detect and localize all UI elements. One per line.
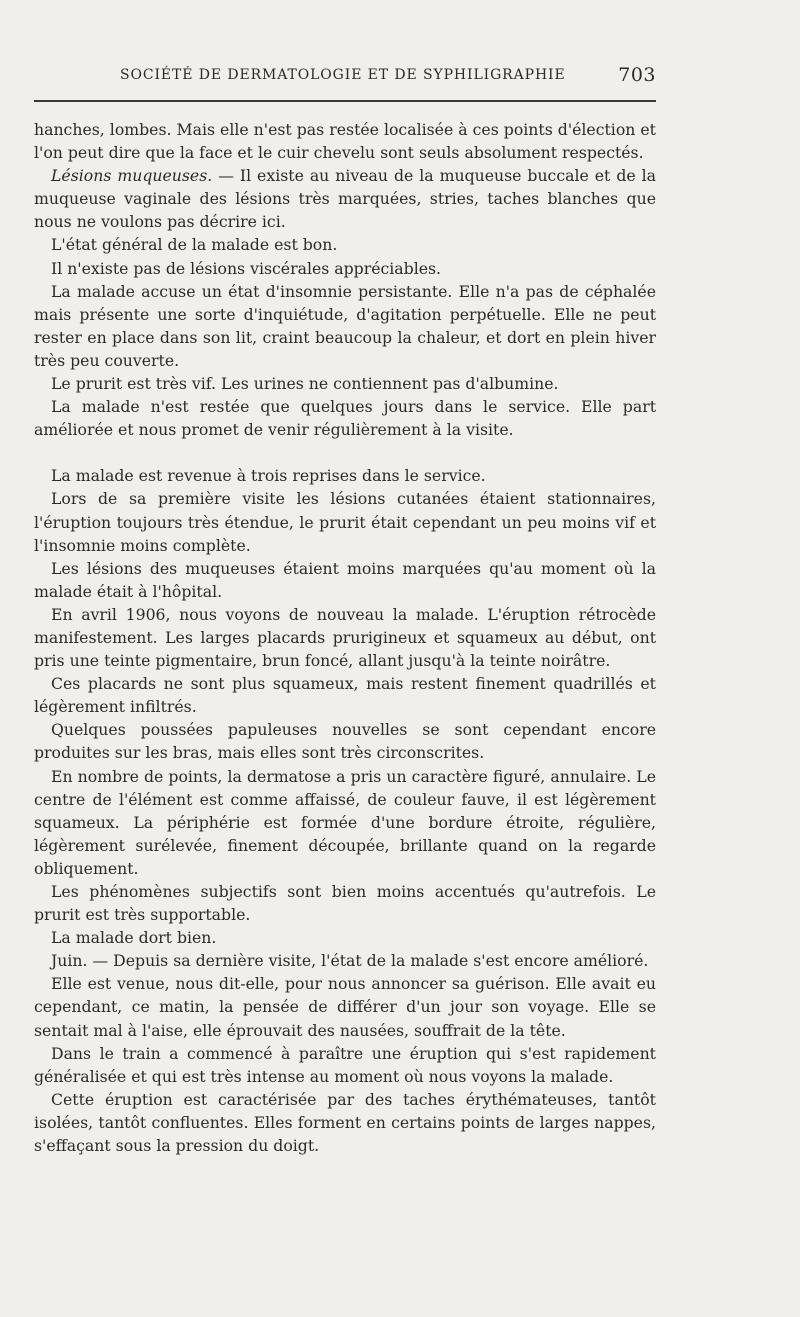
paragraph: Elle est venue, nous dit-elle, pour nous annoncer sa guérison. Elle avait eu cependant, ce matin, la pensée de différer d'un jour son voyage. Elle se sentait mal à l'aise, elle éprouvait des nausées, souffrait de la tête. (34, 974, 656, 1040)
page-number: 703 (618, 64, 656, 86)
paragraph: En nombre de points, la dermatose a pris un caractère figuré, annulaire. Le centre de l'élément est comme affaissé, de couleur fauve, il est légèrement squameux. La périphérie est formée d'une bordure étroite, régulière, légèrement surélevée, finement découpée, brillante quand on la regarde obliquement. (34, 766, 656, 878)
paragraph: La malade accuse un état d'insomnie persistante. Elle n'a pas de céphalée mais présente une sorte d'inquiétude, d'agitation perpétuelle. Elle ne peut rester en place dans son lit, craint beaucoup la chaleur, et dort en plein hiver très peu couverte. (34, 281, 656, 370)
paragraph: La malade n'est restée que quelques jours dans le service. Elle part améliorée et nous promet de venir régulièrement à la visite. (34, 397, 656, 440)
paragraph: Ces placards ne sont plus squameux, mais restent finement quadrillés et légèrement infiltrés. (34, 674, 656, 717)
paragraph (34, 164, 656, 233)
section-lead: Lésions muqueuses. (51, 166, 213, 186)
paragraph: Juin. — Depuis sa dernière visite, l'état de la malade s'est encore amélioré. (51, 951, 649, 971)
paragraph: Dans le train a commencé à paraître une éruption qui s'est rapidement généralisée et qui est très intense au moment où nous voyons la malade. (34, 1043, 656, 1086)
paragraph: Lors de sa première visite les lésions cutanées étaient stationnaires, l'éruption toujours très étendue, le prurit était cependant un peu moins vif et l'insomnie moins complète. (34, 489, 656, 555)
paragraph: Les lésions des muqueuses étaient moins marquées qu'au moment où la malade était à l'hôpital. (34, 558, 656, 601)
paragraph: hanches, lombes. Mais elle n'est pas restée localisée à ces points d'élection et l'on peut dire que la face et le cuir chevelu sont seuls absolument respectés. (34, 120, 656, 163)
paragraph: L'état général de la malade est bon. (51, 235, 338, 255)
paragraph: Cette éruption est caractérisée par des taches érythémateuses, tantôt isolées, tantôt confluentes. Elles forment en certains points de larges nappes, s'effaçant sous la pression du doigt. (34, 1089, 656, 1156)
header-title: SOCIÉTÉ DE DERMATOLOGIE ET DE SYPHILIGRAPHIE (120, 67, 566, 83)
paragraph: Le prurit est très vif. Les urines ne contiennent pas d'albumine. (51, 374, 559, 394)
paragraph: Les phénomènes subjectifs sont bien moins accentués qu'autrefois. Le prurit est très supportable. (34, 882, 656, 925)
header-rule (34, 100, 656, 102)
paragraph: La malade est revenue à trois reprises dans le service. (51, 466, 486, 486)
paragraph: La malade dort bien. (51, 928, 217, 948)
paragraph-text: — Il existe au niveau de la muqueuse buccale et de la muqueuse vaginale des lésions très marquées, stries, taches blanches que nous ne voulons pas décrire ici. (34, 166, 656, 232)
paragraph: Il n'existe pas de lésions viscérales appréciables. (51, 258, 442, 278)
paragraph: Quelques poussées papuleuses nouvelles se sont cependant encore produites sur les bras, mais elles sont très circonscrites. (34, 720, 656, 763)
running-header (34, 64, 656, 90)
paragraph: En avril 1906, nous voyons de nouveau la malade. L'éruption rétrocède manifestement. Les larges placards prurigineux et squameux au début, ont pris une teinte pigmentaire, brun foncé, allant jusqu'à la teinte noirâtre. (34, 604, 656, 671)
body-text (34, 118, 656, 1157)
